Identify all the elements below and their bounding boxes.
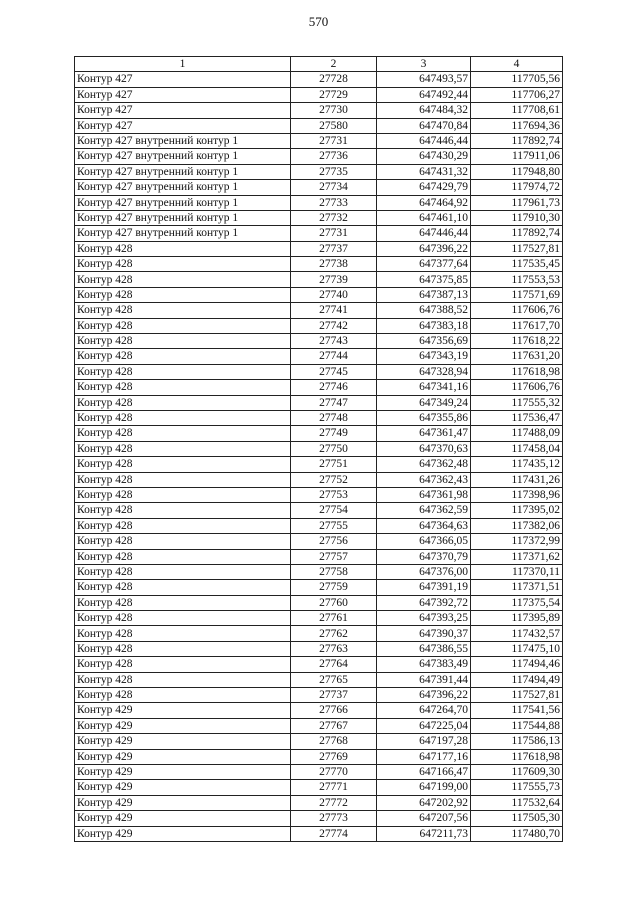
point-number-cell: 27750 [291, 441, 377, 456]
y-coordinate-cell: 117494,46 [471, 657, 563, 672]
contour-name-cell: Контур 428 [75, 426, 291, 441]
x-coordinate-cell: 647393,25 [377, 611, 471, 626]
x-coordinate-cell: 647383,49 [377, 657, 471, 672]
x-coordinate-cell: 647377,64 [377, 257, 471, 272]
contour-name-cell: Контур 428 [75, 487, 291, 502]
table-row [75, 795, 563, 810]
y-coordinate-cell: 117475,10 [471, 641, 563, 656]
table-row [75, 626, 563, 641]
y-coordinate-cell: 117618,22 [471, 334, 563, 349]
x-coordinate-cell: 647364,63 [377, 518, 471, 533]
y-coordinate-cell: 117371,62 [471, 549, 563, 564]
point-number-cell: 27737 [291, 688, 377, 703]
table-row [75, 195, 563, 210]
point-number-cell: 27768 [291, 734, 377, 749]
table-row [75, 749, 563, 764]
contour-name-cell: Контур 428 [75, 380, 291, 395]
y-coordinate-cell: 117571,69 [471, 287, 563, 302]
x-coordinate-cell: 647446,44 [377, 133, 471, 148]
table-row [75, 672, 563, 687]
y-coordinate-cell: 117480,70 [471, 826, 563, 841]
x-coordinate-cell: 647355,86 [377, 410, 471, 425]
y-coordinate-cell: 117631,20 [471, 349, 563, 364]
x-coordinate-cell: 647199,00 [377, 780, 471, 795]
contour-name-cell: Контур 428 [75, 257, 291, 272]
table-row [75, 472, 563, 487]
y-coordinate-cell: 117541,56 [471, 703, 563, 718]
y-coordinate-cell: 117435,12 [471, 457, 563, 472]
point-number-cell: 27736 [291, 149, 377, 164]
point-number-cell: 27743 [291, 334, 377, 349]
x-coordinate-cell: 647362,43 [377, 472, 471, 487]
x-coordinate-cell: 647225,04 [377, 718, 471, 733]
y-coordinate-cell: 117618,98 [471, 364, 563, 379]
y-coordinate-cell: 117606,76 [471, 303, 563, 318]
point-number-cell: 27769 [291, 749, 377, 764]
point-number-cell: 27765 [291, 672, 377, 687]
contour-name-cell: Контур 428 [75, 672, 291, 687]
table-row [75, 703, 563, 718]
y-coordinate-cell: 117606,76 [471, 380, 563, 395]
contour-name-cell: Контур 428 [75, 303, 291, 318]
point-number-cell: 27731 [291, 226, 377, 241]
point-number-cell: 27729 [291, 87, 377, 102]
contour-name-cell: Контур 427 внутренний контур 1 [75, 164, 291, 179]
x-coordinate-cell: 647177,16 [377, 749, 471, 764]
y-coordinate-cell: 117694,36 [471, 118, 563, 133]
x-coordinate-cell: 647376,00 [377, 564, 471, 579]
point-number-cell: 27738 [291, 257, 377, 272]
contour-name-cell: Контур 428 [75, 318, 291, 333]
y-coordinate-cell: 117532,64 [471, 795, 563, 810]
column-header-point-number: 2 [291, 57, 377, 72]
contour-name-cell: Контур 427 внутренний контур 1 [75, 180, 291, 195]
table-body [75, 72, 563, 842]
x-coordinate-cell: 647343,19 [377, 349, 471, 364]
table-row [75, 395, 563, 410]
coordinates-table [74, 56, 563, 842]
y-coordinate-cell: 117527,81 [471, 688, 563, 703]
table-row [75, 318, 563, 333]
point-number-cell: 27742 [291, 318, 377, 333]
y-coordinate-cell: 117555,73 [471, 780, 563, 795]
y-coordinate-cell: 117617,70 [471, 318, 563, 333]
table-row [75, 426, 563, 441]
y-coordinate-cell: 117372,99 [471, 534, 563, 549]
contour-name-cell: Контур 428 [75, 410, 291, 425]
point-number-cell: 27741 [291, 303, 377, 318]
contour-name-cell: Контур 427 внутренний контур 1 [75, 226, 291, 241]
x-coordinate-cell: 647366,05 [377, 534, 471, 549]
table-row [75, 441, 563, 456]
point-number-cell: 27761 [291, 611, 377, 626]
table-row [75, 72, 563, 87]
table-row [75, 518, 563, 533]
table-row [75, 549, 563, 564]
table-row [75, 657, 563, 672]
contour-name-cell: Контур 428 [75, 457, 291, 472]
contour-name-cell: Контур 429 [75, 718, 291, 733]
table-row [75, 564, 563, 579]
y-coordinate-cell: 117961,73 [471, 195, 563, 210]
page-number: 570 [308, 14, 329, 29]
table-row [75, 257, 563, 272]
table-row [75, 149, 563, 164]
point-number-cell: 27771 [291, 780, 377, 795]
point-number-cell: 27756 [291, 534, 377, 549]
y-coordinate-cell: 117618,98 [471, 749, 563, 764]
x-coordinate-cell: 647202,92 [377, 795, 471, 810]
table-row [75, 811, 563, 826]
y-coordinate-cell: 117431,26 [471, 472, 563, 487]
x-coordinate-cell: 647446,44 [377, 226, 471, 241]
x-coordinate-cell: 647328,94 [377, 364, 471, 379]
column-header-x: 3 [377, 57, 471, 72]
point-number-cell: 27744 [291, 349, 377, 364]
table-row [75, 534, 563, 549]
contour-name-cell: Контур 428 [75, 441, 291, 456]
x-coordinate-cell: 647207,56 [377, 811, 471, 826]
x-coordinate-cell: 647388,52 [377, 303, 471, 318]
x-coordinate-cell: 647356,69 [377, 334, 471, 349]
y-coordinate-cell: 117536,47 [471, 410, 563, 425]
table-row [75, 287, 563, 302]
contour-name-cell: Контур 428 [75, 534, 291, 549]
contour-name-cell: Контур 428 [75, 611, 291, 626]
table-row [75, 380, 563, 395]
x-coordinate-cell: 647211,73 [377, 826, 471, 841]
x-coordinate-cell: 647341,16 [377, 380, 471, 395]
point-number-cell: 27732 [291, 210, 377, 225]
contour-name-cell: Контур 428 [75, 349, 291, 364]
table-row [75, 764, 563, 779]
x-coordinate-cell: 647396,22 [377, 241, 471, 256]
y-coordinate-cell: 117494,49 [471, 672, 563, 687]
x-coordinate-cell: 647391,19 [377, 580, 471, 595]
y-coordinate-cell: 117910,30 [471, 210, 563, 225]
table-row [75, 580, 563, 595]
point-number-cell: 27746 [291, 380, 377, 395]
contour-name-cell: Контур 428 [75, 395, 291, 410]
point-number-cell: 27740 [291, 287, 377, 302]
point-number-cell: 27755 [291, 518, 377, 533]
point-number-cell: 27759 [291, 580, 377, 595]
point-number-cell: 27748 [291, 410, 377, 425]
table-row [75, 180, 563, 195]
x-coordinate-cell: 647492,44 [377, 87, 471, 102]
table-row [75, 826, 563, 841]
point-number-cell: 27728 [291, 72, 377, 87]
point-number-cell: 27753 [291, 487, 377, 502]
contour-name-cell: Контур 428 [75, 272, 291, 287]
column-header-y: 4 [471, 57, 563, 72]
point-number-cell: 27774 [291, 826, 377, 841]
point-number-cell: 27747 [291, 395, 377, 410]
contour-name-cell: Контур 427 [75, 118, 291, 133]
contour-name-cell: Контур 428 [75, 657, 291, 672]
contour-name-cell: Контур 427 внутренний контур 1 [75, 149, 291, 164]
point-number-cell: 27745 [291, 364, 377, 379]
x-coordinate-cell: 647493,57 [377, 72, 471, 87]
contour-name-cell: Контур 429 [75, 795, 291, 810]
contour-name-cell: Контур 429 [75, 780, 291, 795]
y-coordinate-cell: 117911,06 [471, 149, 563, 164]
y-coordinate-cell: 117555,32 [471, 395, 563, 410]
point-number-cell: 27731 [291, 133, 377, 148]
point-number-cell: 27767 [291, 718, 377, 733]
x-coordinate-cell: 647361,98 [377, 487, 471, 502]
x-coordinate-cell: 647264,70 [377, 703, 471, 718]
y-coordinate-cell: 117398,96 [471, 487, 563, 502]
point-number-cell: 27733 [291, 195, 377, 210]
contour-name-cell: Контур 427 [75, 103, 291, 118]
table-row [75, 133, 563, 148]
point-number-cell: 27764 [291, 657, 377, 672]
contour-name-cell: Контур 429 [75, 749, 291, 764]
table-row [75, 611, 563, 626]
table-row [75, 226, 563, 241]
x-coordinate-cell: 647166,47 [377, 764, 471, 779]
point-number-cell: 27770 [291, 764, 377, 779]
x-coordinate-cell: 647370,79 [377, 549, 471, 564]
table-row [75, 503, 563, 518]
x-coordinate-cell: 647391,44 [377, 672, 471, 687]
x-coordinate-cell: 647484,32 [377, 103, 471, 118]
y-coordinate-cell: 117527,81 [471, 241, 563, 256]
table-row [75, 364, 563, 379]
y-coordinate-cell: 117382,06 [471, 518, 563, 533]
x-coordinate-cell: 647370,63 [377, 441, 471, 456]
x-coordinate-cell: 647470,84 [377, 118, 471, 133]
point-number-cell: 27739 [291, 272, 377, 287]
x-coordinate-cell: 647375,85 [377, 272, 471, 287]
y-coordinate-cell: 117505,30 [471, 811, 563, 826]
contour-name-cell: Контур 427 внутренний контур 1 [75, 210, 291, 225]
y-coordinate-cell: 117458,04 [471, 441, 563, 456]
y-coordinate-cell: 117706,27 [471, 87, 563, 102]
y-coordinate-cell: 117544,88 [471, 718, 563, 733]
contour-name-cell: Контур 428 [75, 503, 291, 518]
contour-name-cell: Контур 428 [75, 287, 291, 302]
point-number-cell: 27773 [291, 811, 377, 826]
table-row [75, 118, 563, 133]
x-coordinate-cell: 647431,32 [377, 164, 471, 179]
column-header-name: 1 [75, 57, 291, 72]
y-coordinate-cell: 117432,57 [471, 626, 563, 641]
x-coordinate-cell: 647383,18 [377, 318, 471, 333]
point-number-cell: 27752 [291, 472, 377, 487]
x-coordinate-cell: 647464,92 [377, 195, 471, 210]
y-coordinate-cell: 117586,13 [471, 734, 563, 749]
contour-name-cell: Контур 427 внутренний контур 1 [75, 133, 291, 148]
x-coordinate-cell: 647362,48 [377, 457, 471, 472]
contour-name-cell: Контур 428 [75, 580, 291, 595]
x-coordinate-cell: 647430,29 [377, 149, 471, 164]
x-coordinate-cell: 647386,55 [377, 641, 471, 656]
contour-name-cell: Контур 428 [75, 564, 291, 579]
point-number-cell: 27766 [291, 703, 377, 718]
x-coordinate-cell: 647390,37 [377, 626, 471, 641]
point-number-cell: 27772 [291, 795, 377, 810]
y-coordinate-cell: 117705,56 [471, 72, 563, 87]
y-coordinate-cell: 117375,54 [471, 595, 563, 610]
y-coordinate-cell: 117892,74 [471, 133, 563, 148]
table-row [75, 210, 563, 225]
contour-name-cell: Контур 428 [75, 641, 291, 656]
point-number-cell: 27758 [291, 564, 377, 579]
y-coordinate-cell: 117535,45 [471, 257, 563, 272]
point-number-cell: 27763 [291, 641, 377, 656]
point-number-cell: 27760 [291, 595, 377, 610]
contour-name-cell: Контур 428 [75, 364, 291, 379]
table-row [75, 103, 563, 118]
contour-name-cell: Контур 429 [75, 703, 291, 718]
contour-name-cell: Контур 429 [75, 764, 291, 779]
point-number-cell: 27757 [291, 549, 377, 564]
x-coordinate-cell: 647429,79 [377, 180, 471, 195]
contour-name-cell: Контур 428 [75, 595, 291, 610]
x-coordinate-cell: 647361,47 [377, 426, 471, 441]
x-coordinate-cell: 647392,72 [377, 595, 471, 610]
point-number-cell: 27730 [291, 103, 377, 118]
y-coordinate-cell: 117948,80 [471, 164, 563, 179]
table-row [75, 303, 563, 318]
table-row [75, 241, 563, 256]
y-coordinate-cell: 117370,11 [471, 564, 563, 579]
contour-name-cell: Контур 428 [75, 518, 291, 533]
point-number-cell: 27734 [291, 180, 377, 195]
contour-name-cell: Контур 429 [75, 734, 291, 749]
contour-name-cell: Контур 428 [75, 688, 291, 703]
table-row [75, 272, 563, 287]
x-coordinate-cell: 647362,59 [377, 503, 471, 518]
y-coordinate-cell: 117609,30 [471, 764, 563, 779]
point-number-cell: 27580 [291, 118, 377, 133]
y-coordinate-cell: 117892,74 [471, 226, 563, 241]
table-row [75, 487, 563, 502]
point-number-cell: 27762 [291, 626, 377, 641]
y-coordinate-cell: 117395,02 [471, 503, 563, 518]
y-coordinate-cell: 117371,51 [471, 580, 563, 595]
table-row [75, 641, 563, 656]
x-coordinate-cell: 647197,28 [377, 734, 471, 749]
contour-name-cell: Контур 428 [75, 334, 291, 349]
table-row [75, 410, 563, 425]
y-coordinate-cell: 117708,61 [471, 103, 563, 118]
table-row [75, 457, 563, 472]
table-row [75, 334, 563, 349]
table-row [75, 87, 563, 102]
x-coordinate-cell: 647387,13 [377, 287, 471, 302]
table-row [75, 595, 563, 610]
y-coordinate-cell: 117974,72 [471, 180, 563, 195]
y-coordinate-cell: 117553,53 [471, 272, 563, 287]
x-coordinate-cell: 647349,24 [377, 395, 471, 410]
x-coordinate-cell: 647396,22 [377, 688, 471, 703]
table-row [75, 734, 563, 749]
point-number-cell: 27754 [291, 503, 377, 518]
contour-name-cell: Контур 427 [75, 87, 291, 102]
table-row [75, 718, 563, 733]
y-coordinate-cell: 117488,09 [471, 426, 563, 441]
table-row [75, 164, 563, 179]
contour-name-cell: Контур 429 [75, 811, 291, 826]
point-number-cell: 27749 [291, 426, 377, 441]
contour-name-cell: Контур 428 [75, 472, 291, 487]
contour-name-cell: Контур 428 [75, 549, 291, 564]
table-header-row [75, 57, 563, 72]
table-row [75, 688, 563, 703]
x-coordinate-cell: 647461,10 [377, 210, 471, 225]
contour-name-cell: Контур 428 [75, 626, 291, 641]
contour-name-cell: Контур 428 [75, 241, 291, 256]
contour-name-cell: Контур 427 внутренний контур 1 [75, 195, 291, 210]
point-number-cell: 27737 [291, 241, 377, 256]
point-number-cell: 27735 [291, 164, 377, 179]
table-row [75, 780, 563, 795]
contour-name-cell: Контур 429 [75, 826, 291, 841]
contour-name-cell: Контур 427 [75, 72, 291, 87]
y-coordinate-cell: 117395,89 [471, 611, 563, 626]
point-number-cell: 27751 [291, 457, 377, 472]
table-row [75, 349, 563, 364]
